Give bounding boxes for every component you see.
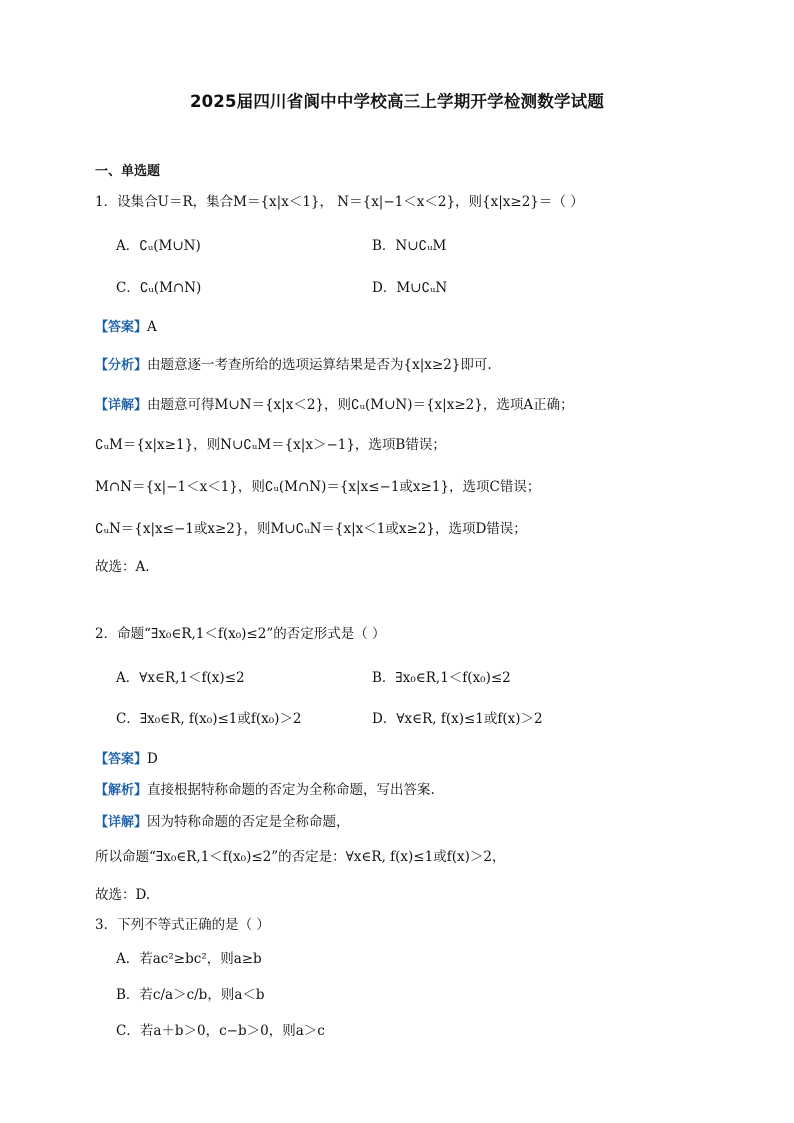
analysis-text: 直接根据特称命题的否定为全称命题，写出答案. (147, 782, 435, 798)
question-2-detail (95, 812, 350, 833)
question-2-option-d: D．∀x∈R, f(x)≤1或f(x)＞2 (372, 711, 543, 727)
analysis-tag: 【分析】 (95, 358, 148, 373)
question-1-option-c: C．∁ᵤ(M∩N) (116, 280, 202, 296)
page-title: 2025届四川省阆中中学校高三上学期开学检测数学试题 (189, 92, 605, 111)
question-2-option-b: B．∃x₀∈R,1＜f(x₀)≤2 (372, 670, 511, 686)
question-1-detail-line-3: M∩N＝{x|−1＜x＜1}，则∁ᵤ(M∩N)＝{x|x≤−1或x≥1}，选项C错误； (95, 479, 541, 495)
question-2-stem: 2．命题“∃x₀∈R,1＜f(x₀)≤2”的否定形式是（ ） (95, 626, 386, 642)
detail-tag: 【详解】 (95, 398, 148, 413)
question-2-option-a: A．∀x∈R,1＜f(x)≤2 (116, 670, 245, 686)
section-heading: 一、单选题 (95, 164, 161, 179)
question-3-option-c: C．若a＋b＞0，c−b＞0，则a＞c (116, 1023, 325, 1039)
question-1-analysis (95, 355, 492, 376)
analysis-text: 由题意逐一考查所给的选项运算结果是否为{x|x≥2}即可. (147, 357, 492, 373)
question-3-option-b: B．若c/a＞c/b，则a＜b (116, 987, 265, 1003)
question-1-option-d: D．M∪∁ᵤN (372, 280, 448, 296)
answer-value: D (147, 751, 158, 767)
analysis-tag: 【解析】 (95, 783, 148, 798)
answer-value: A (147, 319, 157, 335)
answer-tag: 【答案】 (95, 320, 148, 335)
question-2-option-c: C．∃x₀∈R, f(x₀)≤1或f(x₀)＞2 (116, 711, 302, 727)
question-1-detail-line-4: ∁ᵤN＝{x|x≤−1或x≥2}，则M∪∁ᵤN＝{x|x＜1或x≥2}，选项D错误； (95, 521, 527, 537)
detail-tag: 【详解】 (95, 815, 148, 830)
question-3-stem: 3．下列不等式正确的是（ ） (95, 917, 270, 933)
question-1-conclusion: 故选：A. (95, 559, 150, 575)
question-2-answer (95, 749, 158, 770)
question-1-option-b: B．N∪∁ᵤM (372, 238, 447, 254)
question-1-option-a: A．∁ᵤ(M∪N) (116, 238, 201, 254)
question-2-detail-line-2: 所以命题“∃x₀∈R,1＜f(x₀)≤2”的否定是：∀x∈R, f(x)≤1或f(x)＞2， (95, 849, 506, 865)
question-3-option-a: A．若ac²≥bc²，则a≥b (116, 951, 262, 967)
question-1-answer (95, 317, 157, 338)
answer-tag: 【答案】 (95, 752, 148, 767)
detail-text: 因为特称命题的否定是全称命题， (147, 814, 350, 830)
question-2-conclusion: 故选：D. (95, 887, 151, 903)
question-2-analysis (95, 780, 435, 801)
question-1-detail-line-2: ∁ᵤM＝{x|x≥1}，则N∪∁ᵤM＝{x|x＞−1}，选项B错误； (95, 437, 446, 453)
question-1-detail (95, 395, 574, 416)
question-1-stem: 1．设集合U＝R，集合M＝{x|x＜1}， N＝{x|−1＜x＜2}，则{x|x≥2}＝（ ） (95, 194, 584, 210)
detail-text: 由题意可得M∪N＝{x|x＜2}，则∁ᵤ(M∪N)＝{x|x≥2}，选项A正确； (147, 397, 574, 413)
